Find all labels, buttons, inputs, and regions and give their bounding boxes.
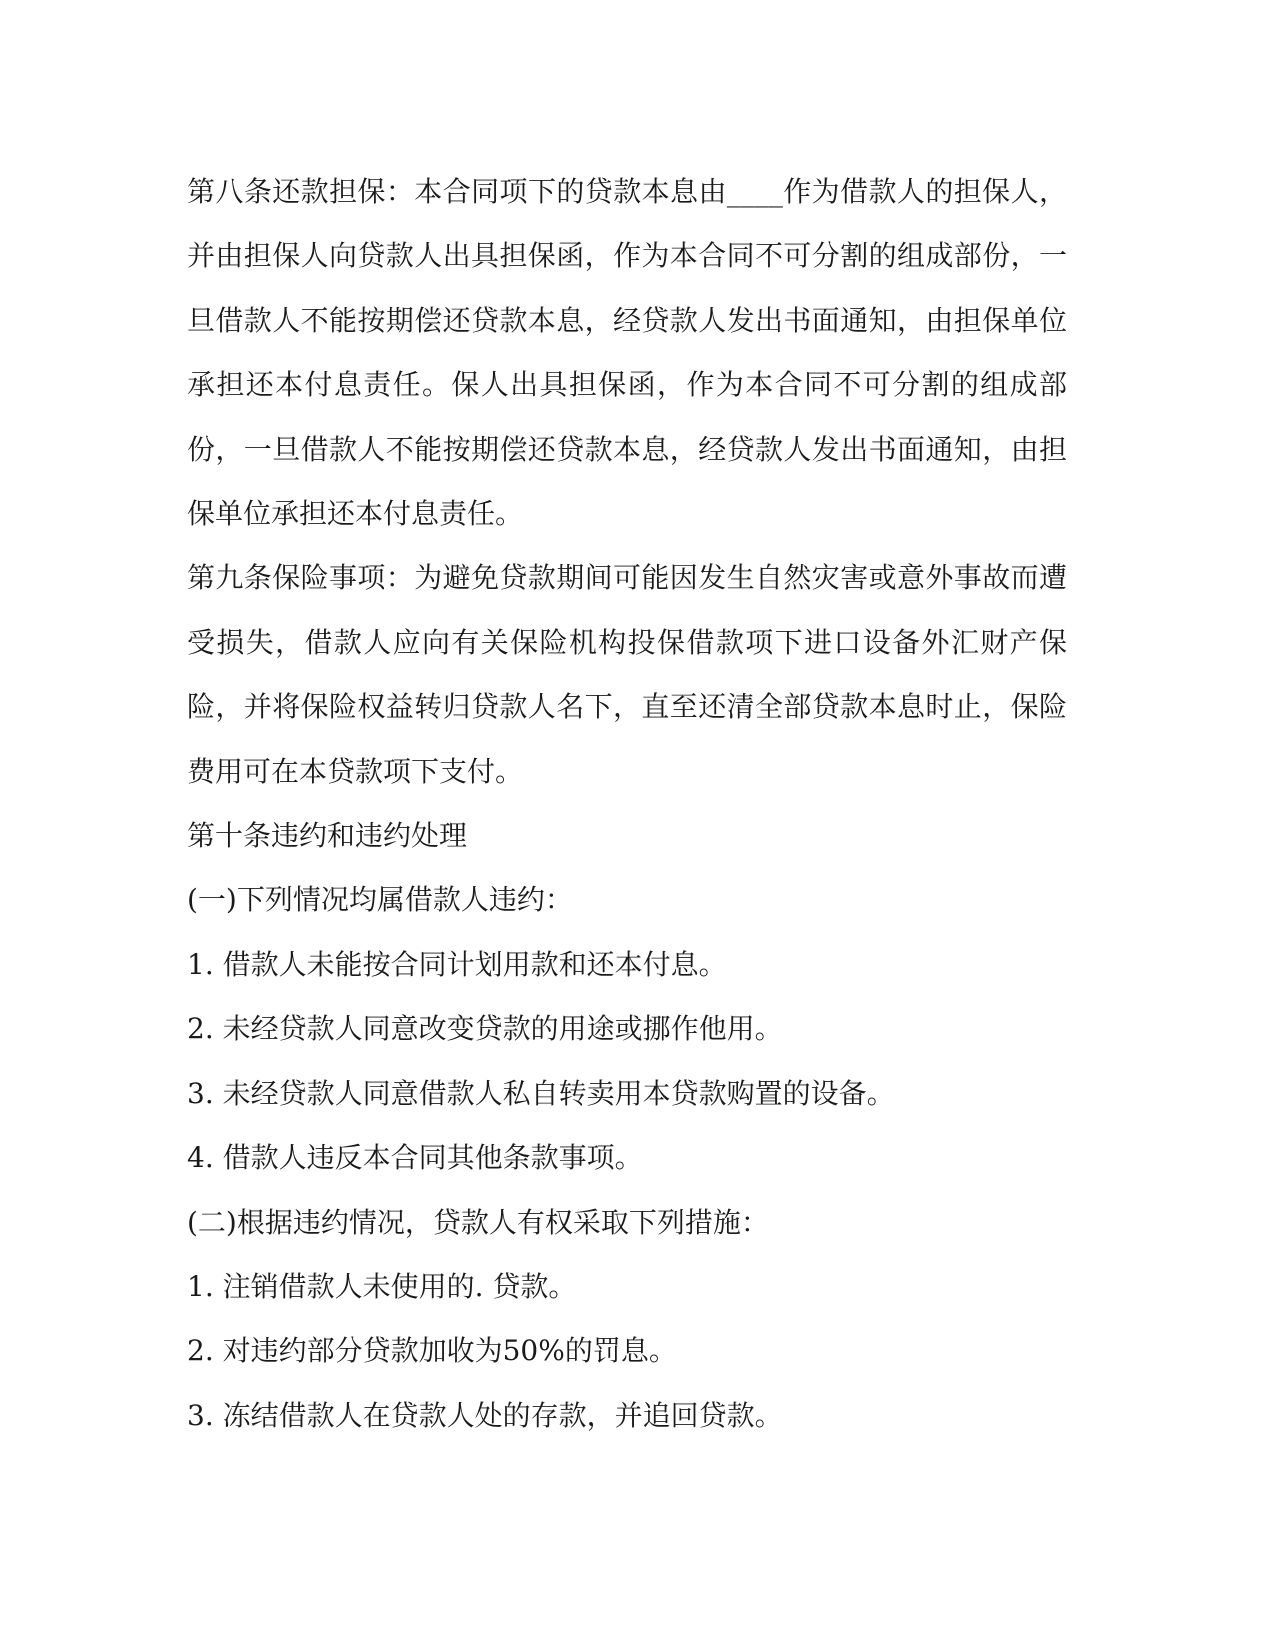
remedy-item: 2. 对违约部分贷款加收为50%的罚息。 (187, 1334, 677, 1368)
document-body (187, 160, 1067, 1448)
article-10-heading: 第十条违约和违约处理 (187, 819, 468, 853)
default-cases-heading: (一)下列情况均属借款人违约： (187, 883, 573, 917)
remedies-heading: (二)根据违约情况，贷款人有权采取下列措施： (187, 1205, 769, 1239)
default-case-item: 2. 未经贷款人同意改变贷款的用途或挪作他用。 (187, 1012, 783, 1046)
article-8-guarantee: 第八条还款担保：本合同项下的贷款本息由____作为借款人的担保人，并由担保人向贷款人出具担保函，作为本合同不可分割的组成部份，一旦借款人不能按期偿还贷款本息，经贷款人发出书面通知，由担保单位承担还本付息责任。保人出具担保函，作为本合同不可分割的组成部份，一旦借款人不能按期偿还贷款本息，经贷款人发出书面通知，由担保单位承担还本付息责任。 (187, 175, 1067, 531)
default-case-item: 3. 未经贷款人同意借款人私自转卖用本贷款购置的设备。 (187, 1076, 895, 1110)
remedy-item: 3. 冻结借款人在贷款人处的存款，并追回贷款。 (187, 1398, 783, 1432)
default-case-item: 4. 借款人违反本合同其他条款事项。 (187, 1141, 643, 1175)
article-9-insurance: 第九条保险事项：为避免贷款期间可能因发生自然灾害或意外事故而遭受损失，借款人应向有关保险机构投保借款项下进口设备外汇财产保险，并将保险权益转归贷款人名下，直至还清全部贷款本息时止，保险费用可在本贷款项下支付。 (187, 561, 1067, 788)
remedy-item: 1. 注销借款人未使用的. 贷款。 (187, 1269, 577, 1303)
default-case-item: 1. 借款人未能按合同计划用款和还本付息。 (187, 947, 727, 981)
